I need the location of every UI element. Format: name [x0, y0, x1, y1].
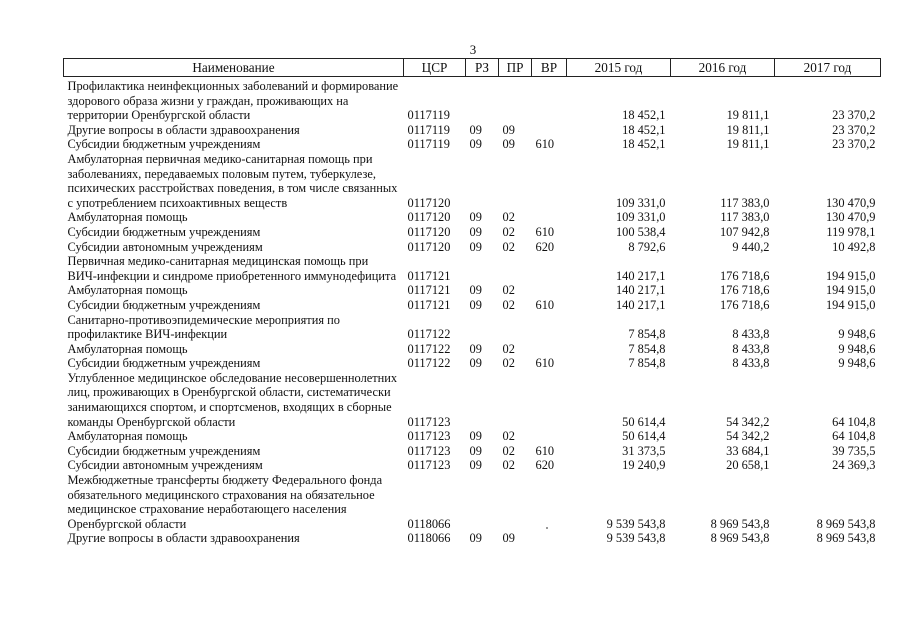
row-name: Субсидии бюджетным учреждениям	[67, 297, 261, 312]
row-rz: 09	[469, 458, 482, 473]
row-rz	[466, 313, 499, 342]
row-2016: 8 433,8	[732, 327, 770, 342]
row-csr: 0117120	[407, 195, 451, 210]
row-2016: 117 383,0	[720, 210, 770, 225]
row-name: Субсидии бюджетным учреждениям	[67, 137, 261, 152]
row-2016: 54 342,2	[726, 429, 770, 444]
row-csr: 0117119	[407, 137, 450, 152]
row-2016: 107 942,8	[719, 224, 770, 239]
row-vr	[532, 210, 567, 225]
row-csr: 0117122	[407, 356, 451, 371]
row-csr: 0117121	[407, 268, 451, 283]
table-row	[64, 313, 881, 342]
row-2015: 140 217,1	[615, 283, 666, 298]
row-2017: 64 104,8	[832, 414, 876, 429]
row-vr	[532, 77, 567, 123]
table-row	[64, 137, 881, 152]
row-pr: 02	[502, 429, 515, 444]
row-csr: 0117121	[407, 283, 451, 298]
row-2016: 8 969 543,8	[710, 516, 770, 531]
row-2017: 194 915,0	[825, 268, 876, 283]
row-name: Амбулаторная помощь	[67, 341, 188, 356]
row-pr	[499, 77, 532, 123]
row-pr: 02	[502, 224, 515, 239]
row-csr: 0117123	[407, 458, 451, 473]
header-csr: ЦСР	[404, 59, 466, 77]
table-row	[64, 225, 881, 240]
row-name: Субсидии бюджетным учреждениям	[67, 224, 261, 239]
row-name: Другие вопросы в области здравоохранения	[67, 531, 300, 546]
row-2017: 23 370,2	[832, 108, 876, 123]
header-vr: ВР	[532, 59, 567, 77]
row-2015: 140 217,1	[615, 268, 666, 283]
row-2017: 9 948,6	[838, 327, 876, 342]
row-name: Амбулаторная помощь	[67, 210, 188, 225]
row-2015: 7 854,8	[628, 341, 666, 356]
row-2017: 8 969 543,8	[816, 531, 876, 546]
row-2015: 9 539 543,8	[606, 531, 666, 546]
row-2016: 176 718,6	[719, 283, 770, 298]
row-pr: 02	[502, 239, 515, 254]
row-2015: 140 217,1	[615, 297, 666, 312]
table-row	[64, 356, 881, 371]
row-vr: 610	[535, 443, 555, 458]
row-2016: 33 684,1	[726, 443, 770, 458]
row-pr: 02	[502, 283, 515, 298]
row-vr: 610	[535, 356, 555, 371]
row-rz	[466, 152, 499, 210]
row-2016: 54 342,2	[726, 414, 770, 429]
row-vr: 620	[535, 239, 555, 254]
row-2016: 20 658,1	[726, 458, 770, 473]
table-row	[64, 123, 881, 138]
row-rz: 09	[469, 224, 482, 239]
row-name: Субсидии бюджетным учреждениям	[67, 356, 261, 371]
row-pr	[499, 152, 532, 210]
row-2017: 194 915,0	[825, 283, 876, 298]
row-csr: 0117120	[407, 239, 451, 254]
table-row	[64, 254, 881, 283]
row-2016: 8 433,8	[732, 341, 770, 356]
row-rz: 09	[469, 210, 482, 225]
row-rz	[466, 254, 499, 283]
row-csr: 0117123	[407, 429, 451, 444]
header-row	[64, 59, 881, 77]
row-name: Субсидии бюджетным учреждениям	[67, 443, 261, 458]
row-rz: 09	[469, 443, 482, 458]
row-vr: 610	[535, 224, 555, 239]
row-pr: 09	[502, 122, 515, 137]
row-2015: 18 452,1	[622, 122, 666, 137]
row-rz: 09	[469, 429, 482, 444]
row-pr: 02	[502, 210, 515, 225]
row-2016: 8 433,8	[732, 356, 770, 371]
row-2017: 9 948,6	[838, 356, 876, 371]
row-name: Санитарно-противоэпидемические мероприятия по профилактике ВИЧ-инфекции	[67, 312, 340, 342]
table-row	[64, 152, 881, 210]
row-name: Первичная медико-санитарная медицинская помощь при ВИЧ-инфекции и синдроме приобретенного иммунодефицита	[67, 254, 397, 283]
row-pr: 02	[502, 443, 515, 458]
row-2017: 194 915,0	[825, 297, 876, 312]
row-csr: 0117123	[407, 414, 451, 429]
header-2015: 2015 год	[567, 59, 671, 77]
row-2017: 119 978,1	[826, 224, 876, 239]
row-pr	[499, 313, 532, 342]
row-vr: 620	[535, 458, 555, 473]
row-rz: 09	[469, 122, 482, 137]
row-csr: 0117121	[407, 297, 451, 312]
row-2017: 9 948,6	[838, 341, 876, 356]
row-2015: 109 331,0	[615, 210, 666, 225]
row-2016: 117 383,0	[720, 195, 770, 210]
row-2016: 9 440,2	[732, 239, 770, 254]
table-header	[64, 59, 881, 77]
table-row	[64, 473, 881, 531]
row-name: Профилактика неинфекционных заболеваний и формирование здорового образа жизни у граждан, проживающих на территории Оренбургской области	[67, 79, 399, 123]
row-pr	[499, 371, 532, 429]
row-rz: 09	[469, 239, 482, 254]
row-csr: 0117120	[407, 210, 451, 225]
row-2017: 8 969 543,8	[816, 516, 876, 531]
row-csr: 0118066	[407, 516, 451, 531]
row-pr	[499, 473, 532, 531]
row-name: Субсидии автономным учреждениям	[67, 458, 263, 473]
row-2016: 176 718,6	[719, 268, 770, 283]
row-name: Межбюджетные трансферты бюджету Федерального фонда обязательного медицинского страхования на обязательное медицинское страхование неработающего населения Оренбургской области	[67, 473, 383, 531]
row-pr: 09	[502, 531, 515, 546]
row-2017: 24 369,3	[832, 458, 876, 473]
row-vr	[532, 313, 567, 342]
row-vr	[532, 531, 567, 546]
table-row	[64, 298, 881, 313]
table-row	[64, 458, 881, 473]
row-2015: 109 331,0	[615, 195, 666, 210]
table-row	[64, 342, 881, 357]
row-2015: 9 539 543,8	[606, 516, 666, 531]
row-name: Амбулаторная помощь	[67, 429, 188, 444]
row-rz: 09	[469, 137, 482, 152]
row-rz	[466, 77, 499, 123]
row-rz: 09	[469, 297, 482, 312]
row-pr: 02	[502, 458, 515, 473]
table-row	[64, 210, 881, 225]
header-2017: 2017 год	[775, 59, 881, 77]
row-csr: 0117119	[407, 122, 450, 137]
table-row	[64, 429, 881, 444]
row-2017: 23 370,2	[832, 122, 876, 137]
row-name: Субсидии автономным учреждениям	[67, 239, 263, 254]
row-csr: 0117120	[407, 224, 451, 239]
row-2015: 18 452,1	[622, 108, 666, 123]
table-row	[64, 240, 881, 255]
row-2015: 18 452,1	[622, 137, 666, 152]
page-number: 3	[469, 42, 477, 57]
table-row	[64, 77, 881, 123]
row-2016: 19 811,1	[726, 122, 770, 137]
row-2017: 39 735,5	[832, 443, 876, 458]
row-2017: 10 492,8	[832, 239, 876, 254]
row-vr	[532, 123, 567, 138]
row-vr	[532, 254, 567, 283]
row-csr: 0117123	[407, 443, 451, 458]
row-2017: 130 470,9	[825, 195, 876, 210]
row-2017: 64 104,8	[832, 429, 876, 444]
scan-dot	[546, 527, 548, 529]
table-body	[64, 77, 881, 547]
row-pr: 02	[502, 341, 515, 356]
table-row	[64, 444, 881, 459]
row-2016: 8 969 543,8	[710, 531, 770, 546]
row-2015: 50 614,4	[622, 414, 666, 429]
row-vr: 610	[535, 297, 555, 312]
row-csr: 0117119	[407, 108, 450, 123]
row-vr	[532, 473, 567, 531]
table-row	[64, 283, 881, 298]
row-csr: 0117122	[407, 341, 451, 356]
row-vr	[532, 429, 567, 444]
row-2017: 130 470,9	[825, 210, 876, 225]
row-2015: 8 792,6	[628, 239, 666, 254]
row-2015: 50 614,4	[622, 429, 666, 444]
row-2015: 7 854,8	[628, 327, 666, 342]
row-pr	[499, 254, 532, 283]
table-row	[64, 531, 881, 546]
header-rz: РЗ	[466, 59, 499, 77]
row-2015: 100 538,4	[615, 224, 666, 239]
row-rz: 09	[469, 341, 482, 356]
row-2016: 176 718,6	[719, 297, 770, 312]
row-vr	[532, 283, 567, 298]
row-name: Амбулаторная помощь	[67, 283, 188, 298]
row-2017: 23 370,2	[832, 137, 876, 152]
row-vr	[532, 152, 567, 210]
row-2015: 31 373,5	[622, 443, 666, 458]
row-pr: 02	[502, 356, 515, 371]
budget-table	[63, 58, 881, 546]
row-vr: 610	[535, 137, 555, 152]
row-rz	[466, 371, 499, 429]
row-rz: 09	[469, 283, 482, 298]
row-pr: 02	[502, 297, 515, 312]
row-rz	[466, 473, 499, 531]
row-csr: 0117122	[407, 327, 451, 342]
table-row	[64, 371, 881, 429]
row-2016: 19 811,1	[726, 108, 770, 123]
row-rz: 09	[469, 531, 482, 546]
row-vr	[532, 371, 567, 429]
row-2015: 7 854,8	[628, 356, 666, 371]
row-vr	[532, 342, 567, 357]
row-csr: 0118066	[407, 531, 451, 546]
row-rz: 09	[469, 356, 482, 371]
row-name: Другие вопросы в области здравоохранения	[67, 122, 300, 137]
header-2016: 2016 год	[671, 59, 775, 77]
row-2016: 19 811,1	[726, 137, 770, 152]
header-name: Наименование	[64, 59, 404, 77]
row-name: Углубленное медицинское обследование несовершеннолетних лиц, проживающих в Оренбургской области, систематически занимающихся спортом, и спортсменов, входящих в сборные команды Оренбургской области	[67, 370, 398, 429]
header-pr: ПР	[499, 59, 532, 77]
row-2015: 19 240,9	[622, 458, 666, 473]
row-name: Амбулаторная первичная медико-санитарная помощь при заболеваниях, передаваемых половым путем, туберкулезе, психических расстройствах поведения, в том числе связанных с употреблением психоактивных веществ	[67, 151, 398, 210]
row-pr: 09	[502, 137, 515, 152]
